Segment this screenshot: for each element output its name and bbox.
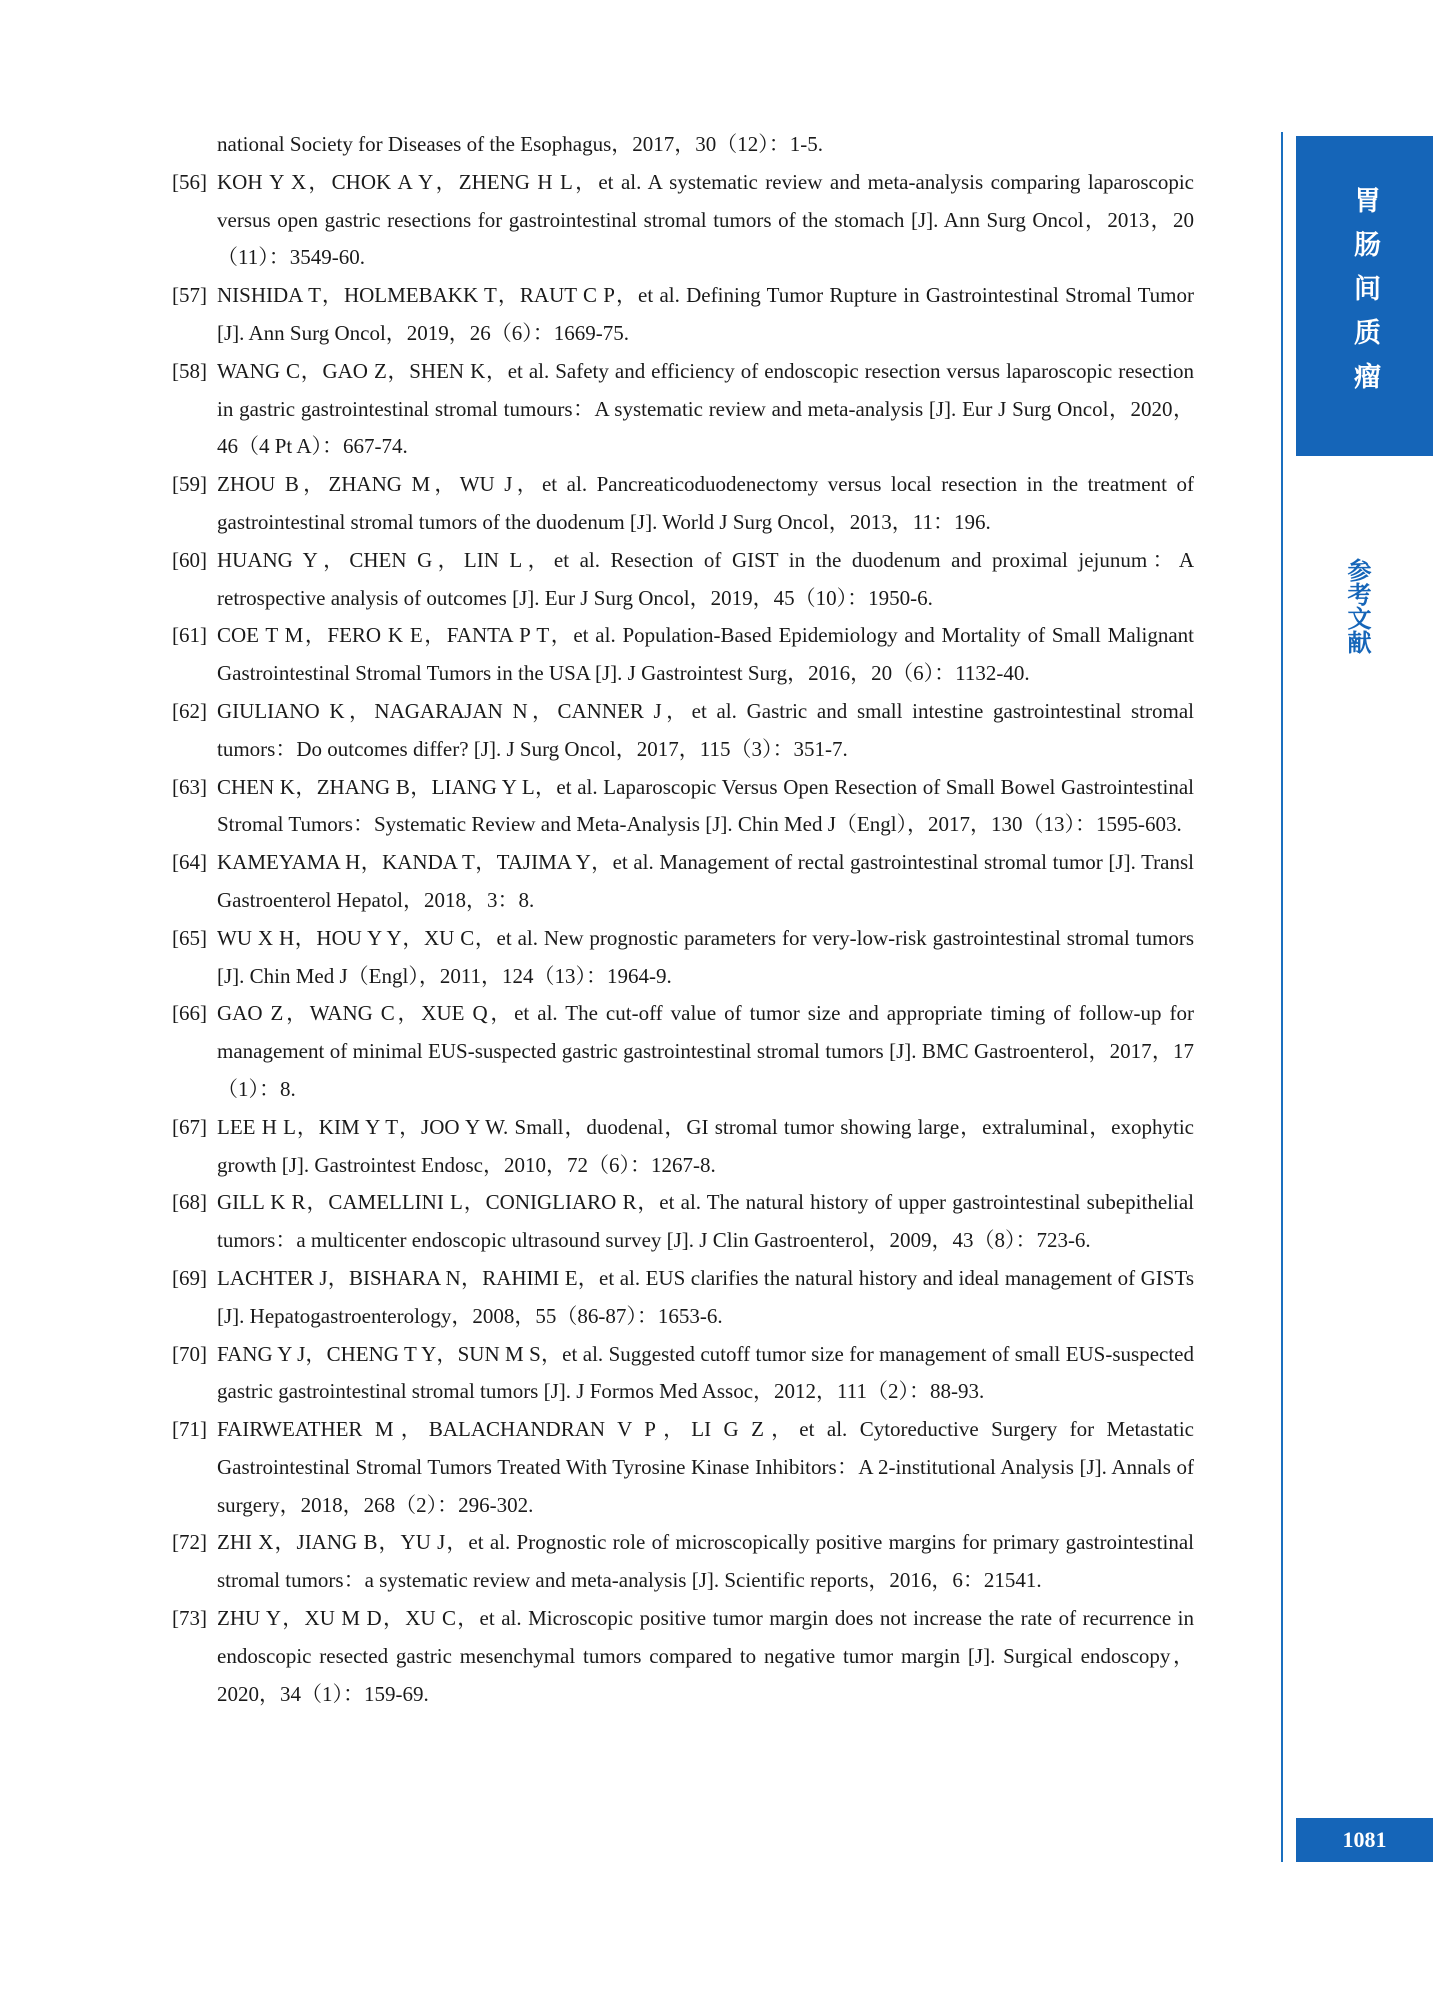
reference-text: HUANG Y，CHEN G，LIN L，et al. Resection of GIST in the duodenum and proximal jejunum：A retrospective analysis of outcomes [J]. Eur J Surg Oncol，2019，45（10）：1950-6.	[217, 547, 1194, 610]
chapter-tab	[1296, 136, 1433, 456]
reference-number: [64]	[172, 850, 207, 875]
reference-number: [70]	[172, 1341, 207, 1366]
reference-number: [61]	[172, 623, 207, 648]
reference-number: [57]	[172, 283, 207, 308]
reference-number: [71]	[172, 1417, 207, 1442]
reference-item	[172, 542, 1194, 618]
reference-text: GIULIANO K，NAGARAJAN N，CANNER J，et al. Gastric and small intestine gastrointestinal stromal tumors：Do outcomes differ? [J]. J Surg Oncol，2017，115（3）：351-7.	[217, 698, 1194, 761]
reference-number: [65]	[172, 925, 207, 950]
reference-text: NISHIDA T，HOLMEBAKK T，RAUT C P，et al. Defining Tumor Rupture in Gastrointestinal Stromal Tumor [J]. Ann Surg Oncol，2019，26（6）：1669-75.	[217, 283, 1194, 345]
reference-number: [67]	[172, 1114, 207, 1139]
reference-text: FAIRWEATHER M，BALACHANDRAN V P，LI G Z，et al. Cytoreductive Surgery for Metastatic Gastrointestinal Stromal Tumors Treated With Tyrosine Kinase Inhibitors：A 2-institutional Analysis [J]. Annals of surgery，2018，268（2）：296-302.	[217, 1417, 1194, 1517]
reference-item	[172, 844, 1194, 920]
section-label: 参考文献	[1343, 558, 1371, 654]
reference-text: FANG Y J，CHENG T Y，SUN M S，et al. Suggested cutoff tumor size for management of small EUS-suspected gastric gastrointestinal stromal tumors [J]. J Formos Med Assoc，2012，111（2）：88-93.	[217, 1341, 1194, 1404]
reference-text: KOH Y X，CHOK A Y，ZHENG H L，et al. A systematic review and meta-analysis comparing laparoscopic versus open gastric resections for gastrointestinal stromal tumors of the stomach [J]. Ann Surg Oncol，2013，20（11）：3549-60.	[217, 169, 1194, 270]
reference-number: [62]	[172, 698, 207, 723]
reference-text: KAMEYAMA H，KANDA T，TAJIMA Y，et al. Management of rectal gastrointestinal stromal tumor [J]. Transl Gastroenterol Hepatol，2018，3：8.	[217, 850, 1194, 912]
reference-item	[172, 277, 1194, 353]
reference-item	[172, 164, 1194, 277]
reference-number: [68]	[172, 1190, 207, 1215]
reference-text: COE T M，FERO K E，FANTA P T，et al. Population-Based Epidemiology and Mortality of Small Malignant Gastrointestinal Stromal Tumors in the USA [J]. J Gastrointest Surg，2016，20（6）：1132-40.	[217, 623, 1194, 686]
reference-text: CHEN K，ZHANG B，LIANG Y L，et al. Laparoscopic Versus Open Resection of Small Bowel Gastrointestinal Stromal Tumors：Systematic Review and Meta-Analysis [J]. Chin Med J（Engl），2017，130（13）：1595-603.	[217, 774, 1194, 837]
reference-item	[172, 1600, 1194, 1713]
reference-list	[172, 126, 1194, 1713]
reference-text: GAO Z，WANG C，XUE Q，et al. The cut-off value of tumor size and appropriate timing of follow-up for management of minimal EUS-suspected gastric gastrointestinal stromal tumors [J]. BMC Gastroenterol，2017，17（1）：8.	[217, 1001, 1194, 1101]
page-number: 1081	[1296, 1818, 1433, 1862]
reference-text: ZHI X，JIANG B，YU J，et al. Prognostic role of microscopically positive margins for primary gastrointestinal stromal tumors：a systematic review and meta-analysis [J]. Scientific reports，2016，6：21541.	[217, 1530, 1194, 1593]
reference-text: WANG C，GAO Z，SHEN K，et al. Safety and efficiency of endoscopic resection versus laparoscopic resection in gastric gastrointestinal stromal tumours：A systematic review and meta-analysis [J]. Eur J Surg Oncol，2020，46（4 Pt A）：667-74.	[217, 358, 1194, 459]
reference-number: [72]	[172, 1530, 207, 1555]
reference-text: ZHU Y，XU M D，XU C，et al. Microscopic positive tumor margin does not increase the rate of recurrence in endoscopic resected gastric mesenchymal tumors compared to negative tumor margin [J]. Surgical endoscopy，2020，34（1）：159-69.	[217, 1606, 1194, 1706]
reference-number: [60]	[172, 547, 207, 572]
reference-item	[172, 1109, 1194, 1185]
reference-item	[172, 1260, 1194, 1336]
reference-text: national Society for Diseases of the Esophagus，2017，30（12）：1-5.	[217, 132, 823, 156]
reference-item	[172, 1411, 1194, 1524]
reference-item	[172, 1336, 1194, 1412]
reference-number: [59]	[172, 472, 207, 497]
reference-text: LEE H L，KIM Y T，JOO Y W. Small，duodenal，GI stromal tumor showing large，extraluminal，exophytic growth [J]. Gastrointest Endosc，2010，72（6）：1267-8.	[217, 1114, 1194, 1177]
reference-text: LACHTER J，BISHARA N，RAHIMI E，et al. EUS clarifies the natural history and ideal management of GISTs [J]. Hepatogastroenterology，2008，55（86-87）：1653-6.	[217, 1265, 1194, 1328]
reference-text: WU X H，HOU Y Y，XU C，et al. New prognostic parameters for very-low-risk gastrointestinal stromal tumors [J]. Chin Med J（Engl），2011，124（13）：1964-9.	[217, 925, 1194, 988]
reference-number: [66]	[172, 1001, 207, 1026]
reference-number: [56]	[172, 169, 207, 194]
reference-item	[172, 920, 1194, 996]
side-divider-line	[1281, 132, 1283, 1862]
chapter-title: 胃肠间质瘤	[1349, 186, 1380, 406]
reference-item	[172, 617, 1194, 693]
reference-item	[172, 995, 1194, 1108]
reference-item	[172, 353, 1194, 466]
reference-text: ZHOU B，ZHANG M，WU J，et al. Pancreaticoduodenectomy versus local resection in the treatment of gastrointestinal stromal tumors of the duodenum [J]. World J Surg Oncol，2013，11：196.	[217, 472, 1194, 534]
reference-item	[172, 466, 1194, 542]
reference-item	[172, 693, 1194, 769]
reference-item	[172, 1524, 1194, 1600]
reference-number: [73]	[172, 1606, 207, 1631]
reference-number: [63]	[172, 774, 207, 799]
reference-number: [58]	[172, 358, 207, 383]
reference-text: GILL K R，CAMELLINI L，CONIGLIARO R，et al. The natural history of upper gastrointestinal subepithelial tumors：a multicenter endoscopic ultrasound survey [J]. J Clin Gastroenterol，2009，43（8）：723-6.	[217, 1190, 1194, 1253]
reference-number: [69]	[172, 1265, 207, 1290]
reference-item	[172, 769, 1194, 845]
reference-item	[172, 1184, 1194, 1260]
reference-item	[172, 126, 1194, 164]
